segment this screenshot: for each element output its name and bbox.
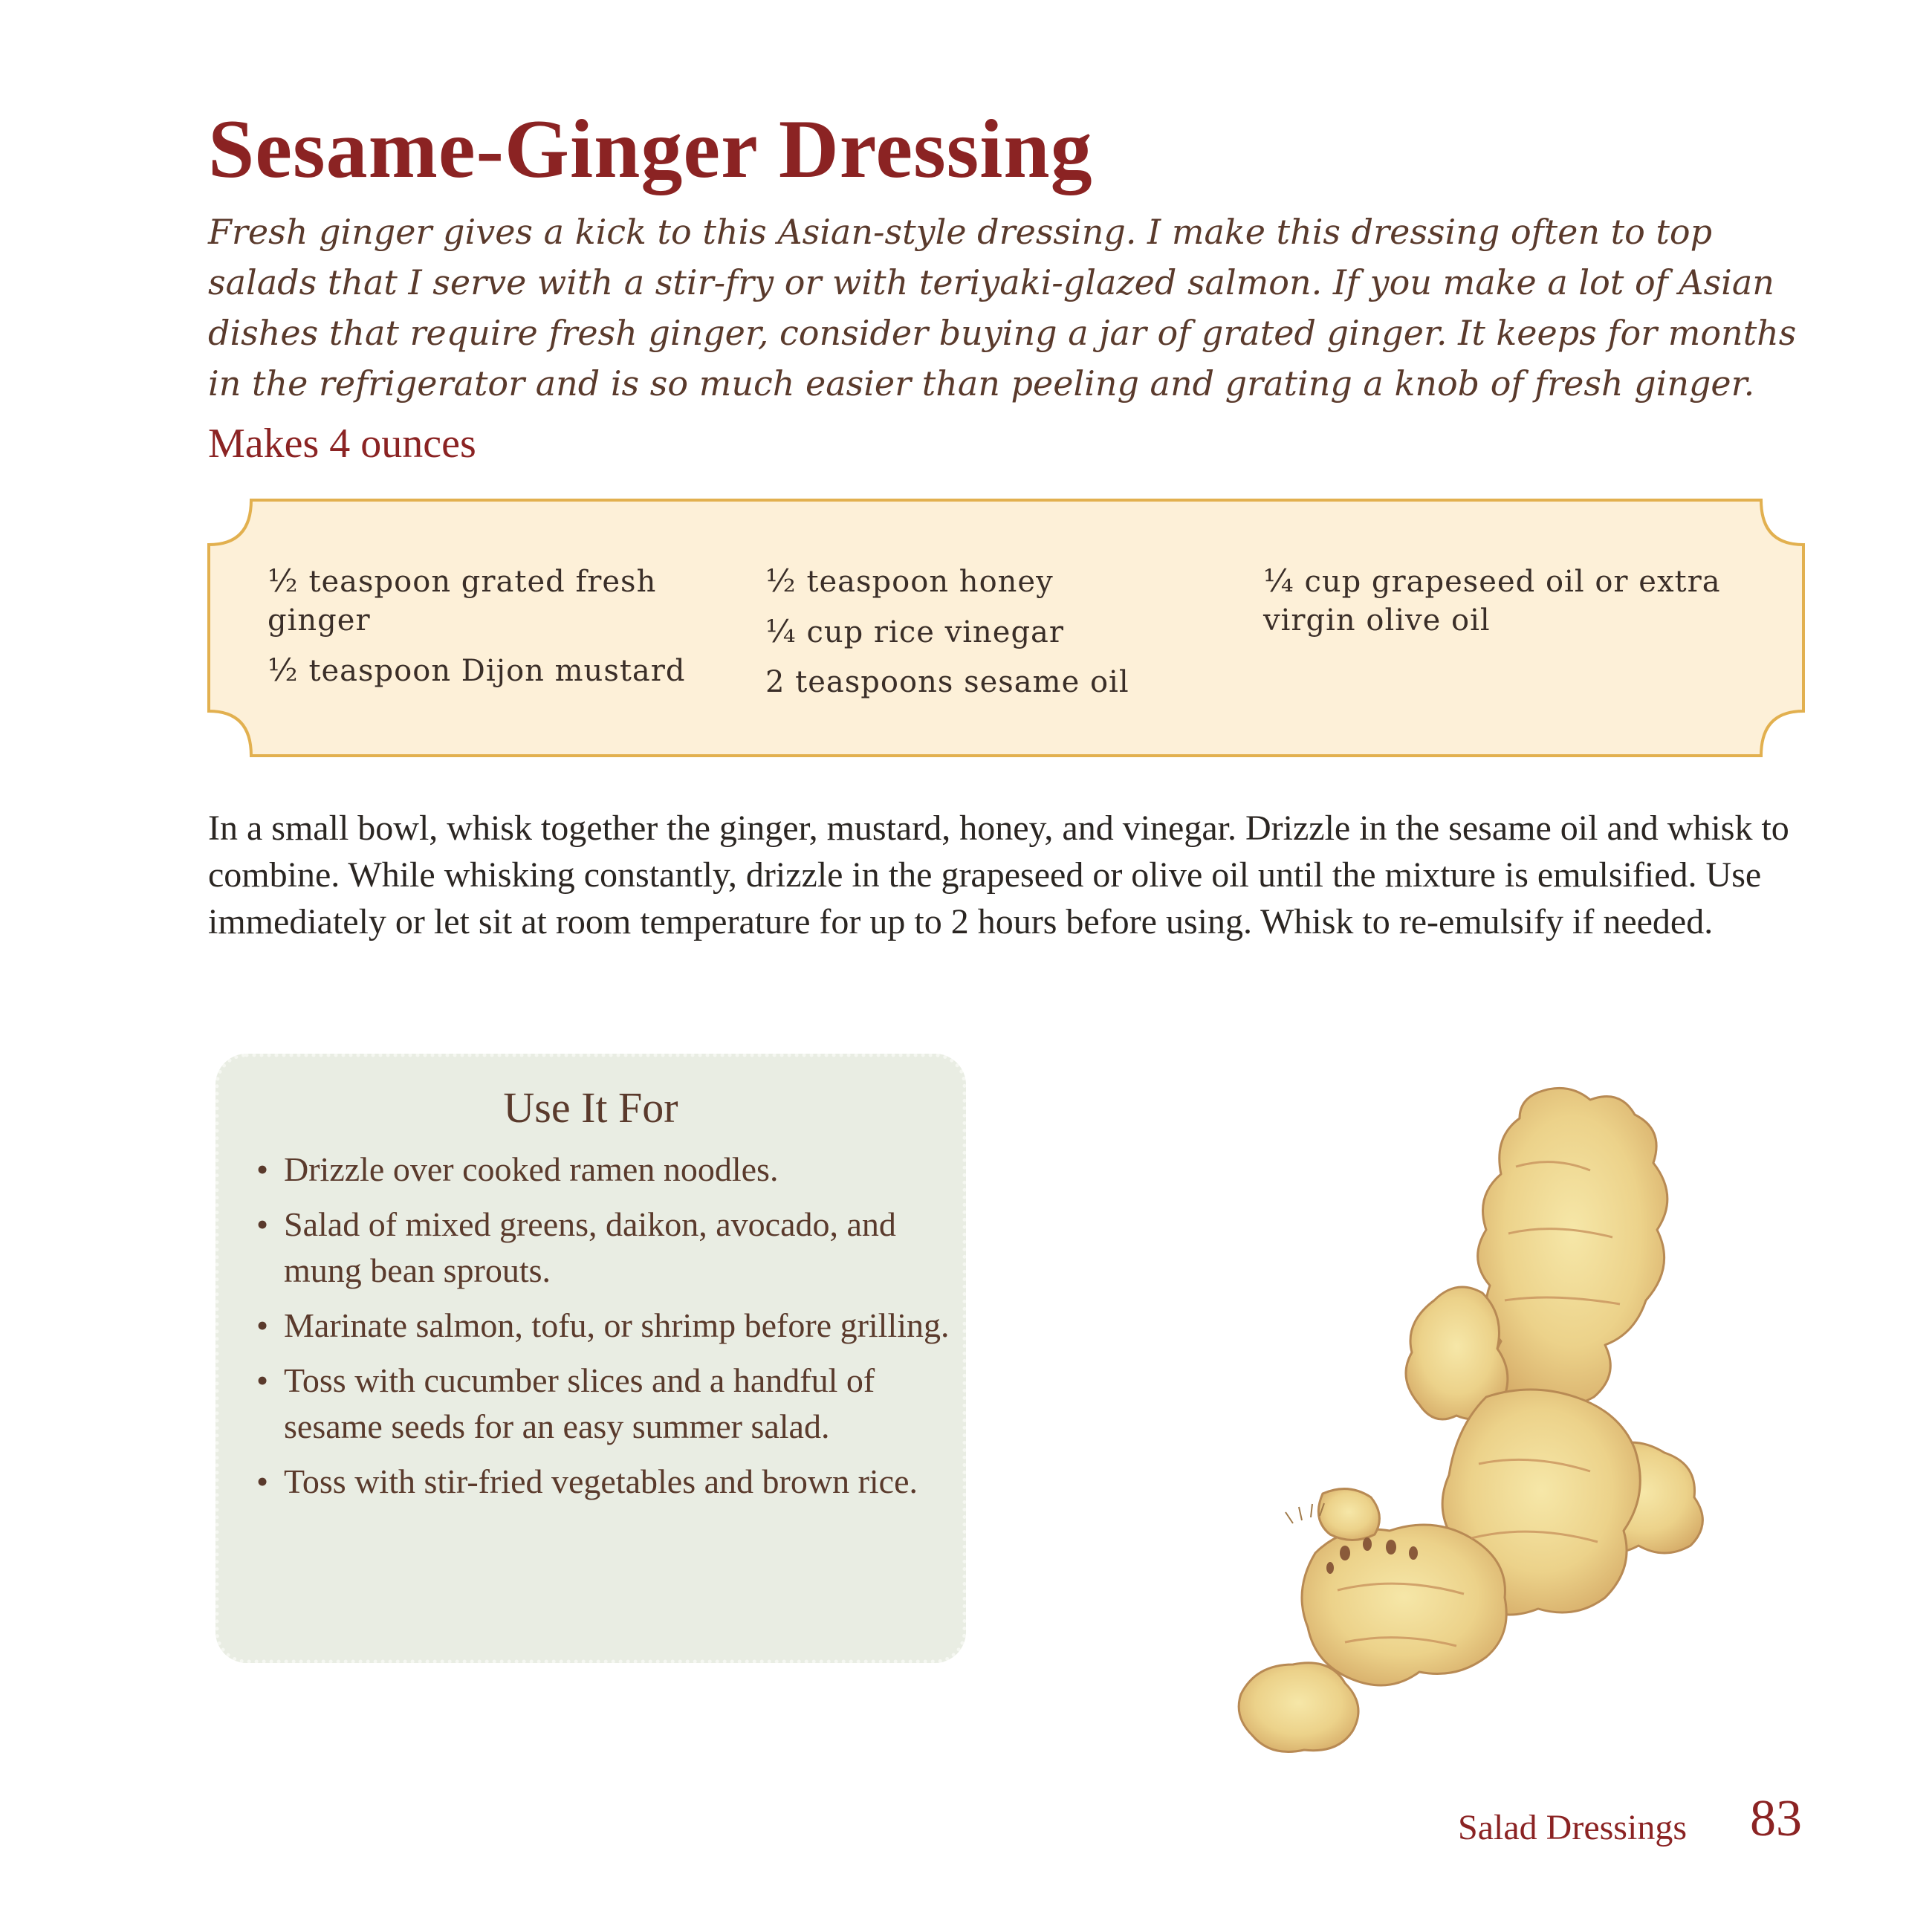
ginger-illustration (1219, 1077, 1754, 1776)
list-item (256, 1459, 959, 1505)
ingredient-text: cup rice vinegar (806, 615, 1065, 649)
list-item-text: Salad of mixed greens, daikon, avocado, and mung bean sprouts. (284, 1205, 896, 1289)
bullet-icon: • (256, 1361, 269, 1399)
list-item (256, 1303, 959, 1349)
footer-section-name: Salad Dressings (1458, 1808, 1687, 1847)
recipe-title: Sesame-Ginger Dressing (208, 103, 1093, 195)
recipe-yield: Makes 4 ounces (208, 421, 476, 467)
ingredients-column-2 (765, 562, 1263, 713)
list-item (256, 1147, 959, 1193)
ingredient-item (765, 562, 1248, 601)
ingredient-text: cup grapeseed oil or extra virgin olive oil (1263, 565, 1721, 638)
ingredients-column-1 (268, 562, 765, 713)
use-it-for-title: Use It For (503, 1083, 678, 1132)
list-item-text: Drizzle over cooked ramen noodles. (284, 1150, 779, 1188)
ingredient-text: teaspoon honey (806, 565, 1054, 599)
list-item-text: Toss with stir-fried vegetables and brown rice. (284, 1462, 918, 1500)
page-number: 83 (1750, 1790, 1802, 1847)
ingredient-qty: ½ (765, 563, 797, 599)
ingredients-column-3 (1263, 562, 1761, 713)
ingredients-columns (268, 562, 1761, 713)
ingredient-item (268, 651, 751, 690)
ingredient-qty: ½ (268, 563, 299, 599)
use-it-for-box (215, 1054, 966, 1663)
use-it-for-list (256, 1147, 959, 1514)
recipe-intro: Fresh ginger gives a kick to this Asian-style dressing. I make this dressing often to top salads that I serve with a stir-fry or with teriyaki-glazed salmon. If you make a lot of Asian dishes that require fresh ginger, consider buying a jar of grated ginger. It keeps for months in the refrigerator and is so much easier than peeling and grating a knob of fresh ginger. (208, 212, 1797, 403)
ingredient-item (765, 612, 1248, 652)
ingredient-text: teaspoon Dijon mustard (308, 654, 686, 688)
list-item-text: Toss with cucumber slices and a handful of sesame seeds for an easy summer salad. (284, 1361, 875, 1445)
ingredients-box (207, 498, 1806, 758)
ingredient-qty: ¼ (1263, 563, 1294, 599)
recipe-method: In a small bowl, whisk together the ginger, mustard, honey, and vinegar. Drizzle in the sesame oil and whisk to combine. While whisking constantly, drizzle in the grapeseed or olive oil until the mixture is emulsified. Use immediately or let sit at room temperature for up to 2 hours before using. Whisk to re-emulsify if needed. (208, 808, 1789, 941)
ingredient-qty: ½ (268, 652, 299, 688)
list-item (256, 1202, 959, 1294)
bullet-icon: • (256, 1205, 269, 1243)
ingredient-item (765, 663, 1248, 701)
ingredient-item (1263, 562, 1746, 640)
ingredient-qty: ¼ (765, 613, 797, 649)
ingredient-text: teaspoons sesame oil (795, 665, 1129, 699)
bullet-icon: • (256, 1306, 269, 1344)
ingredient-qty: 2 (765, 665, 785, 699)
bullet-icon: • (256, 1150, 269, 1188)
bullet-icon: • (256, 1462, 269, 1500)
list-item-text: Marinate salmon, tofu, or shrimp before grilling. (284, 1306, 950, 1344)
list-item (256, 1358, 959, 1450)
ingredient-text: teaspoon grated fresh ginger (268, 565, 657, 638)
ingredient-item (268, 562, 751, 640)
